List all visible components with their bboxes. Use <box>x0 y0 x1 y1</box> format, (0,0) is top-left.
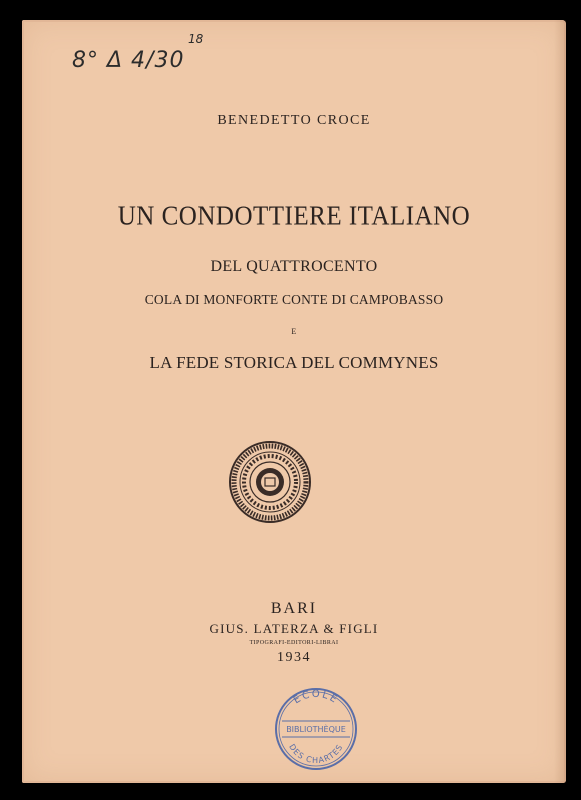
svg-text:ECOLE <box>292 689 341 706</box>
stamp-top-text: ECOLE <box>291 688 341 707</box>
imprint-trades: TIPOGRAFI-EDITORI-LIBRAI <box>249 640 339 646</box>
title-conjunction: E <box>291 327 297 336</box>
stamp-bottom-text: DES CHARTES <box>287 742 345 766</box>
subtitle: DEL QUATTROCENTO <box>210 258 378 275</box>
shelfmark-superscript: 18 <box>188 32 204 46</box>
shelfmark-handwritten: 8° Δ 4/30 <box>72 48 185 73</box>
imprint-year: 1934 <box>277 650 311 665</box>
library-stamp <box>274 687 358 771</box>
book-cover <box>22 20 566 783</box>
title-line-cola: COLA DI MONFORTE CONTE DI CAMPOBASSO <box>144 292 444 307</box>
svg-text:DES CHARTES <box>287 742 345 765</box>
title-line-commynes: LA FEDE STORICA DEL COMMYNES <box>149 353 439 372</box>
publisher-emblem-icon <box>228 440 312 524</box>
stamp-center-text: BIBLIOTHÈQUE <box>286 725 346 734</box>
imprint-city: BARI <box>270 600 318 617</box>
author-name: BENEDETTO CROCE <box>217 113 371 128</box>
imprint-publisher: GIUS. LATERZA & FIGLI <box>209 621 379 636</box>
main-title: UN CONDOTTIERE ITALIANO <box>117 201 471 232</box>
